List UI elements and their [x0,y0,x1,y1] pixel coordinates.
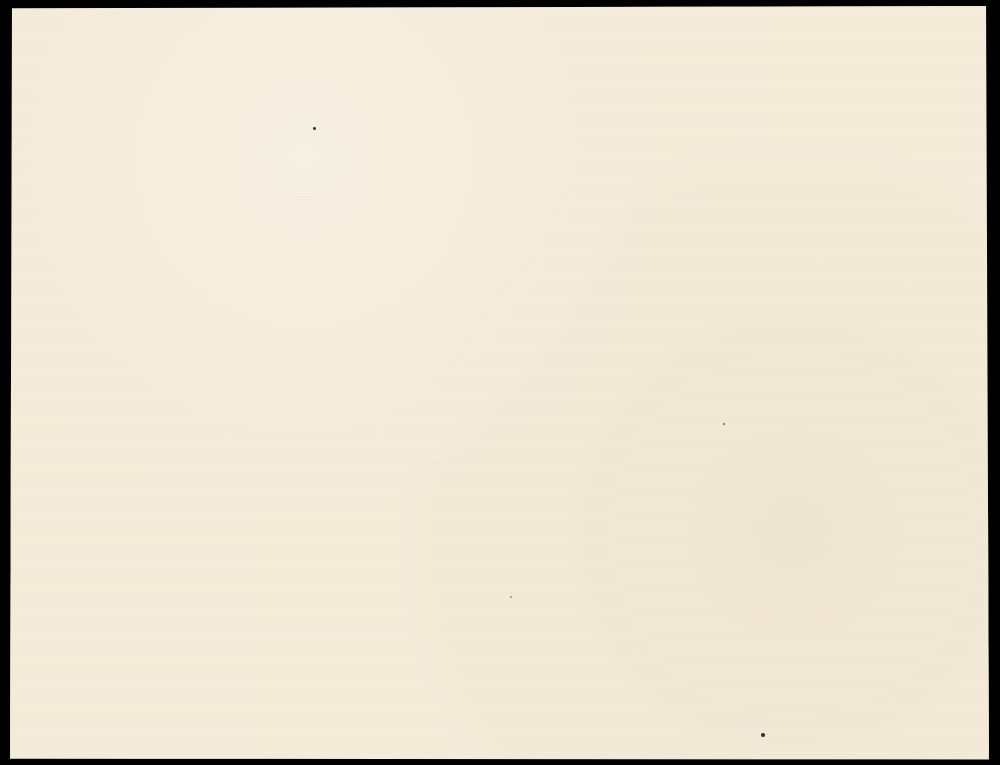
paper-speck [723,423,725,425]
paper-speck [510,596,512,598]
paper-speck [313,127,316,130]
blank-paper-sheet [10,6,989,761]
paper-speck [761,733,765,737]
